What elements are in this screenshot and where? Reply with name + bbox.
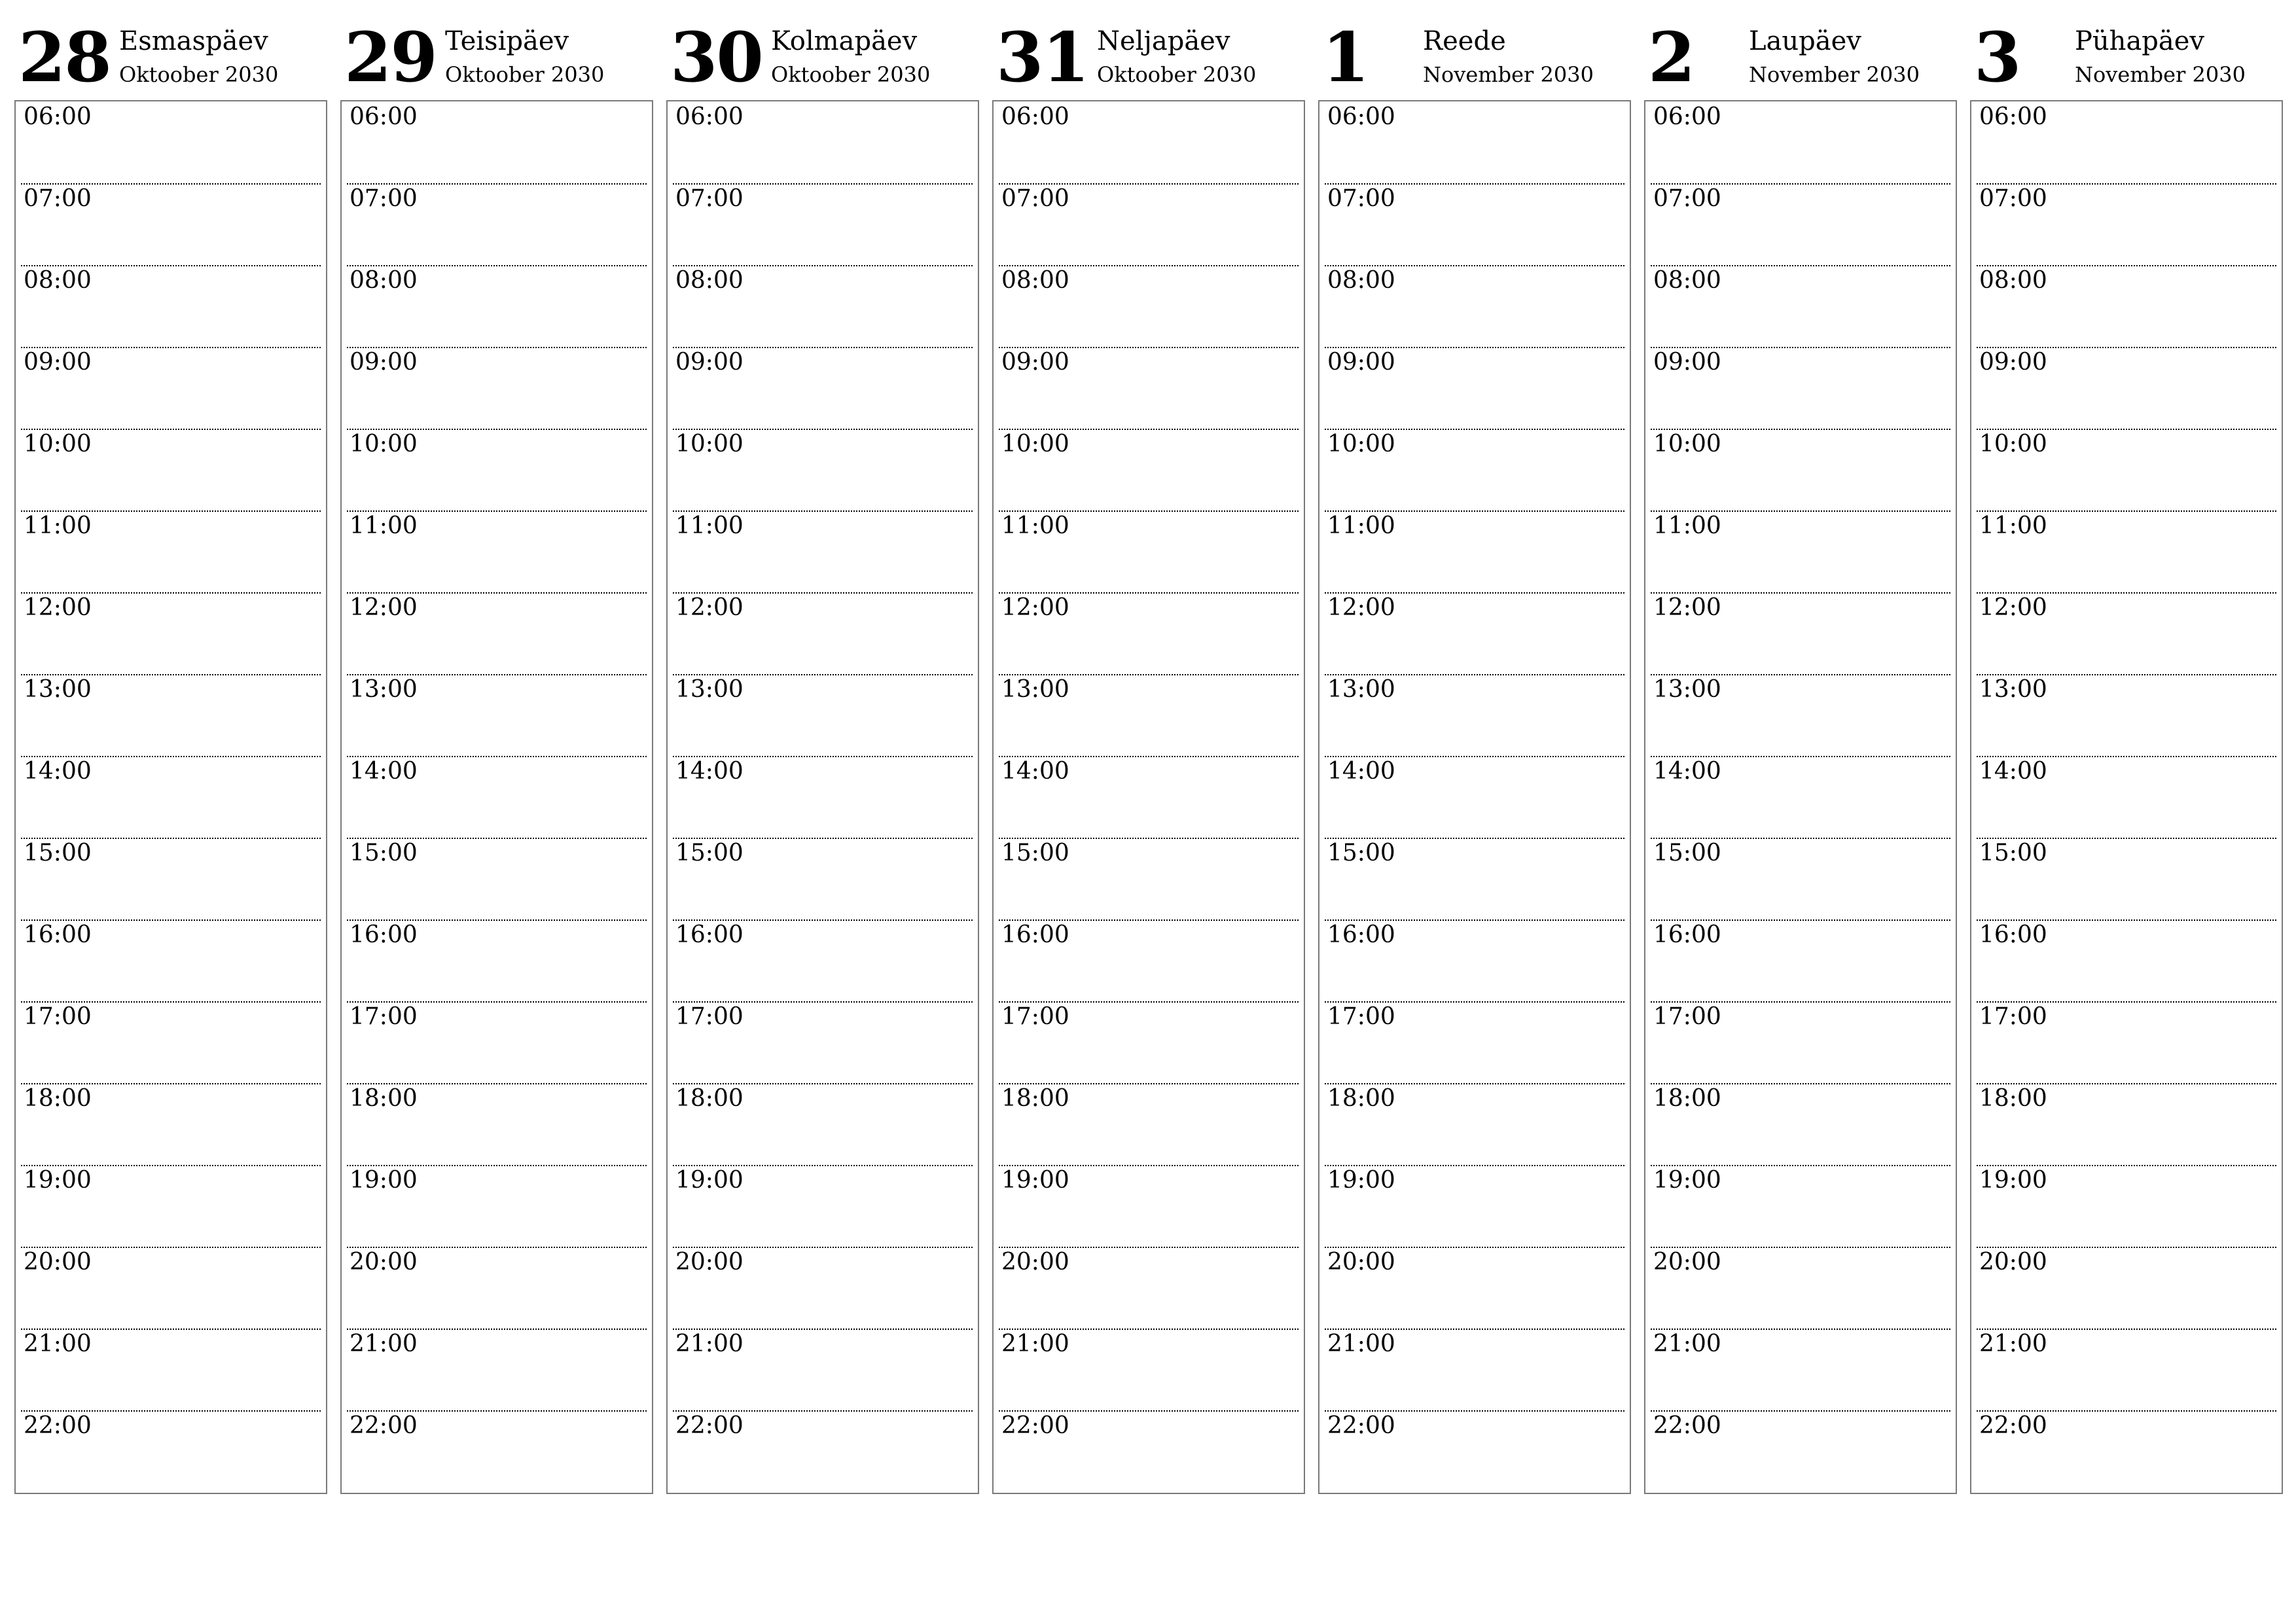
- time-slot: [999, 838, 1299, 921]
- day-name: Teisipäev: [445, 26, 569, 56]
- time-slot: [1977, 919, 2276, 1003]
- time-label: 20:00: [1001, 1249, 1069, 1275]
- time-slot: [1977, 429, 2276, 512]
- time-slot: [1651, 183, 1950, 266]
- time-slot: [999, 510, 1299, 594]
- time-slot: [21, 1410, 321, 1492]
- time-label: 12:00: [1001, 594, 1069, 621]
- time-slot: [673, 183, 973, 266]
- day-header: [1970, 0, 2283, 99]
- time-slot: [347, 1001, 647, 1084]
- time-slot: [999, 101, 1299, 185]
- time-slots: [1644, 100, 1957, 1494]
- time-slot: [1651, 1001, 1950, 1084]
- time-slot: [1325, 1165, 1624, 1248]
- time-label: 22:00: [1001, 1412, 1069, 1439]
- time-slot: [1651, 838, 1950, 921]
- time-label: 20:00: [675, 1249, 744, 1275]
- time-slot: [673, 756, 973, 839]
- time-slot: [1325, 510, 1624, 594]
- time-slot: [1651, 1329, 1950, 1412]
- day-column-6: [1644, 0, 1957, 1499]
- time-label: 06:00: [24, 103, 92, 130]
- time-slot: [999, 1165, 1299, 1248]
- time-label: 21:00: [1001, 1330, 1069, 1357]
- time-slot: [1325, 265, 1624, 348]
- time-label: 08:00: [350, 267, 418, 294]
- time-slot: [21, 429, 321, 512]
- time-label: 20:00: [24, 1249, 92, 1275]
- time-label: 18:00: [675, 1085, 744, 1112]
- time-label: 11:00: [350, 512, 418, 539]
- time-label: 18:00: [1001, 1085, 1069, 1112]
- time-label: 19:00: [675, 1167, 744, 1194]
- time-slot: [673, 510, 973, 594]
- time-slot: [999, 674, 1299, 757]
- time-slot: [1651, 429, 1950, 512]
- time-label: 10:00: [1001, 431, 1069, 457]
- time-label: 21:00: [350, 1330, 418, 1357]
- time-label: 07:00: [1327, 185, 1395, 212]
- time-label: 11:00: [1979, 512, 2047, 539]
- time-label: 10:00: [350, 431, 418, 457]
- time-label: 18:00: [1979, 1085, 2047, 1112]
- time-label: 19:00: [350, 1167, 418, 1194]
- time-slot: [347, 838, 647, 921]
- time-label: 09:00: [350, 349, 418, 376]
- time-label: 13:00: [1327, 676, 1395, 703]
- day-name: Kolmapäev: [771, 26, 918, 56]
- time-label: 14:00: [1327, 758, 1395, 785]
- day-column-3: [666, 0, 979, 1499]
- day-month: Oktoober 2030: [771, 62, 931, 87]
- time-label: 07:00: [1979, 185, 2047, 212]
- time-slot: [999, 756, 1299, 839]
- time-slot: [21, 510, 321, 594]
- time-slot: [1325, 1329, 1624, 1412]
- time-slot: [1977, 101, 2276, 185]
- time-label: 15:00: [24, 840, 92, 866]
- time-label: 08:00: [24, 267, 92, 294]
- time-label: 18:00: [1327, 1085, 1395, 1112]
- day-month: Oktoober 2030: [119, 62, 279, 87]
- time-slot: [673, 101, 973, 185]
- time-slot: [673, 919, 973, 1003]
- time-slot: [673, 1083, 973, 1166]
- time-slot: [1651, 1410, 1950, 1492]
- time-slot: [999, 347, 1299, 430]
- day-month: November 2030: [1423, 62, 1594, 87]
- time-slot: [21, 347, 321, 430]
- time-label: 18:00: [1653, 1085, 1721, 1112]
- time-slot: [21, 265, 321, 348]
- time-slot: [21, 592, 321, 675]
- time-slot: [999, 1329, 1299, 1412]
- time-label: 21:00: [1653, 1330, 1721, 1357]
- time-slots: [1318, 100, 1631, 1494]
- time-slot: [673, 1247, 973, 1330]
- time-slot: [1651, 265, 1950, 348]
- weekly-planner: [14, 0, 2292, 1623]
- day-month: November 2030: [2075, 62, 2246, 87]
- time-label: 07:00: [24, 185, 92, 212]
- time-slot: [1977, 756, 2276, 839]
- time-label: 06:00: [350, 103, 418, 130]
- time-label: 12:00: [1653, 594, 1721, 621]
- time-label: 21:00: [675, 1330, 744, 1357]
- time-label: 22:00: [1979, 1412, 2047, 1439]
- time-slot: [21, 756, 321, 839]
- time-slot: [1651, 1083, 1950, 1166]
- time-label: 06:00: [1327, 103, 1395, 130]
- time-slot: [1325, 1410, 1624, 1492]
- time-slot: [673, 429, 973, 512]
- day-column-2: [340, 0, 653, 1499]
- time-label: 17:00: [350, 1003, 418, 1030]
- time-label: 15:00: [1327, 840, 1395, 866]
- time-slot: [1977, 1410, 2276, 1492]
- time-label: 11:00: [1001, 512, 1069, 539]
- time-slot: [21, 1329, 321, 1412]
- time-slot: [1325, 919, 1624, 1003]
- time-label: 15:00: [1001, 840, 1069, 866]
- time-slots: [666, 100, 979, 1494]
- time-label: 22:00: [675, 1412, 744, 1439]
- time-label: 19:00: [1001, 1167, 1069, 1194]
- time-slot: [21, 1247, 321, 1330]
- time-slot: [1651, 347, 1950, 430]
- time-slot: [1651, 1165, 1950, 1248]
- time-slot: [999, 183, 1299, 266]
- day-column-7: [1970, 0, 2283, 1499]
- time-slot: [347, 1083, 647, 1166]
- day-name: Esmaspäev: [119, 26, 268, 56]
- day-number: 1: [1322, 17, 1369, 98]
- time-slot: [1325, 1001, 1624, 1084]
- time-label: 10:00: [24, 431, 92, 457]
- time-label: 08:00: [1001, 267, 1069, 294]
- time-label: 19:00: [1979, 1167, 2047, 1194]
- day-header: [14, 0, 327, 99]
- time-slot: [1325, 183, 1624, 266]
- time-slot: [1977, 674, 2276, 757]
- time-label: 13:00: [1653, 676, 1721, 703]
- time-slot: [1977, 1329, 2276, 1412]
- time-slot: [999, 1083, 1299, 1166]
- time-slot: [999, 919, 1299, 1003]
- day-column-4: [992, 0, 1305, 1499]
- time-slot: [21, 674, 321, 757]
- time-label: 09:00: [1979, 349, 2047, 376]
- time-slot: [1651, 1247, 1950, 1330]
- time-label: 20:00: [350, 1249, 418, 1275]
- time-slot: [673, 1001, 973, 1084]
- time-slot: [673, 347, 973, 430]
- time-slot: [1651, 756, 1950, 839]
- time-slots: [992, 100, 1305, 1494]
- time-label: 14:00: [1653, 758, 1721, 785]
- time-label: 22:00: [1653, 1412, 1721, 1439]
- time-slot: [347, 1165, 647, 1248]
- time-slot: [1325, 347, 1624, 430]
- time-slot: [347, 1247, 647, 1330]
- time-slot: [1325, 756, 1624, 839]
- time-label: 16:00: [350, 921, 418, 948]
- time-label: 06:00: [1001, 103, 1069, 130]
- time-slot: [347, 101, 647, 185]
- time-label: 06:00: [675, 103, 744, 130]
- time-slot: [673, 838, 973, 921]
- time-label: 14:00: [1001, 758, 1069, 785]
- time-slot: [999, 429, 1299, 512]
- time-slot: [999, 265, 1299, 348]
- time-slot: [21, 101, 321, 185]
- time-slot: [673, 674, 973, 757]
- time-label: 13:00: [1979, 676, 2047, 703]
- time-slot: [1651, 674, 1950, 757]
- time-slot: [1325, 1247, 1624, 1330]
- time-label: 16:00: [1001, 921, 1069, 948]
- time-slot: [1651, 919, 1950, 1003]
- time-label: 20:00: [1979, 1249, 2047, 1275]
- time-slot: [1977, 183, 2276, 266]
- time-slot: [673, 265, 973, 348]
- time-slot: [347, 592, 647, 675]
- day-column-1: [14, 0, 327, 1499]
- time-label: 14:00: [24, 758, 92, 785]
- time-label: 15:00: [1979, 840, 2047, 866]
- time-label: 21:00: [1327, 1330, 1395, 1357]
- time-slot: [21, 919, 321, 1003]
- day-header: [1644, 0, 1957, 99]
- time-slot: [1977, 838, 2276, 921]
- day-column-5: [1318, 0, 1631, 1499]
- time-label: 22:00: [350, 1412, 418, 1439]
- time-label: 06:00: [1653, 103, 1721, 130]
- time-label: 14:00: [350, 758, 418, 785]
- time-label: 11:00: [675, 512, 744, 539]
- time-slot: [999, 592, 1299, 675]
- time-label: 07:00: [675, 185, 744, 212]
- day-month: Oktoober 2030: [1097, 62, 1257, 87]
- time-label: 17:00: [1653, 1003, 1721, 1030]
- time-label: 14:00: [1979, 758, 2047, 785]
- time-label: 16:00: [675, 921, 744, 948]
- time-slots: [340, 100, 653, 1494]
- day-name: Pühapäev: [2075, 26, 2205, 56]
- time-label: 13:00: [24, 676, 92, 703]
- time-label: 12:00: [350, 594, 418, 621]
- time-label: 08:00: [1653, 267, 1721, 294]
- time-label: 12:00: [1327, 594, 1395, 621]
- time-label: 10:00: [1327, 431, 1395, 457]
- time-slot: [347, 183, 647, 266]
- day-number: 30: [670, 17, 762, 98]
- time-label: 10:00: [675, 431, 744, 457]
- time-label: 13:00: [1001, 676, 1069, 703]
- time-label: 09:00: [24, 349, 92, 376]
- time-label: 22:00: [24, 1412, 92, 1439]
- time-label: 09:00: [1327, 349, 1395, 376]
- time-slot: [1977, 347, 2276, 430]
- time-slot: [1977, 1247, 2276, 1330]
- time-label: 11:00: [1327, 512, 1395, 539]
- time-label: 08:00: [1979, 267, 2047, 294]
- day-name: Neljapäev: [1097, 26, 1230, 56]
- day-month: November 2030: [1749, 62, 1920, 87]
- time-label: 16:00: [1327, 921, 1395, 948]
- time-slot: [347, 1410, 647, 1492]
- time-label: 12:00: [1979, 594, 2047, 621]
- day-header: [340, 0, 653, 99]
- time-label: 08:00: [675, 267, 744, 294]
- time-slot: [1977, 265, 2276, 348]
- time-slot: [21, 183, 321, 266]
- time-label: 19:00: [24, 1167, 92, 1194]
- day-header: [666, 0, 979, 99]
- time-slot: [347, 347, 647, 430]
- time-slot: [673, 1410, 973, 1492]
- time-label: 17:00: [24, 1003, 92, 1030]
- time-label: 11:00: [24, 512, 92, 539]
- time-label: 08:00: [1327, 267, 1395, 294]
- time-label: 09:00: [675, 349, 744, 376]
- time-label: 06:00: [1979, 103, 2047, 130]
- time-label: 09:00: [1001, 349, 1069, 376]
- time-label: 15:00: [1653, 840, 1721, 866]
- time-slot: [1325, 101, 1624, 185]
- time-label: 07:00: [1001, 185, 1069, 212]
- day-name: Reede: [1423, 26, 1506, 56]
- time-label: 10:00: [1653, 431, 1721, 457]
- time-label: 15:00: [350, 840, 418, 866]
- day-number: 31: [996, 17, 1088, 98]
- day-header: [1318, 0, 1631, 99]
- time-label: 21:00: [24, 1330, 92, 1357]
- day-number: 2: [1648, 17, 1695, 98]
- time-label: 10:00: [1979, 431, 2047, 457]
- day-number: 29: [344, 17, 437, 98]
- time-label: 16:00: [24, 921, 92, 948]
- time-label: 17:00: [675, 1003, 744, 1030]
- time-label: 07:00: [350, 185, 418, 212]
- time-slot: [347, 756, 647, 839]
- time-slot: [347, 429, 647, 512]
- time-slot: [673, 1329, 973, 1412]
- time-slot: [999, 1001, 1299, 1084]
- time-slot: [673, 592, 973, 675]
- time-slot: [1651, 510, 1950, 594]
- time-slot: [21, 1083, 321, 1166]
- time-label: 16:00: [1979, 921, 2047, 948]
- time-slot: [1325, 429, 1624, 512]
- time-slot: [1977, 592, 2276, 675]
- time-label: 15:00: [675, 840, 744, 866]
- time-slots: [14, 100, 327, 1494]
- time-slot: [1325, 674, 1624, 757]
- time-slot: [1325, 838, 1624, 921]
- day-header: [992, 0, 1305, 99]
- time-label: 19:00: [1653, 1167, 1721, 1194]
- time-slots: [1970, 100, 2283, 1494]
- time-slot: [1651, 101, 1950, 185]
- time-slot: [347, 265, 647, 348]
- time-slot: [347, 1329, 647, 1412]
- time-slot: [1651, 592, 1950, 675]
- time-slot: [1977, 1001, 2276, 1084]
- time-slot: [1977, 1083, 2276, 1166]
- time-label: 21:00: [1979, 1330, 2047, 1357]
- time-label: 18:00: [24, 1085, 92, 1112]
- time-slot: [347, 510, 647, 594]
- time-slot: [999, 1247, 1299, 1330]
- time-slot: [999, 1410, 1299, 1492]
- day-name: Laupäev: [1749, 26, 1861, 56]
- time-label: 19:00: [1327, 1167, 1395, 1194]
- time-slot: [21, 1001, 321, 1084]
- time-label: 22:00: [1327, 1412, 1395, 1439]
- time-label: 17:00: [1001, 1003, 1069, 1030]
- time-label: 12:00: [675, 594, 744, 621]
- time-label: 18:00: [350, 1085, 418, 1112]
- time-label: 11:00: [1653, 512, 1721, 539]
- time-label: 07:00: [1653, 185, 1721, 212]
- day-number: 28: [18, 17, 111, 98]
- time-slot: [1325, 1083, 1624, 1166]
- time-slot: [347, 919, 647, 1003]
- time-label: 20:00: [1327, 1249, 1395, 1275]
- time-label: 13:00: [350, 676, 418, 703]
- time-label: 12:00: [24, 594, 92, 621]
- time-label: 20:00: [1653, 1249, 1721, 1275]
- time-slot: [347, 674, 647, 757]
- time-slot: [673, 1165, 973, 1248]
- day-month: Oktoober 2030: [445, 62, 605, 87]
- time-label: 16:00: [1653, 921, 1721, 948]
- time-slot: [1325, 592, 1624, 675]
- time-label: 09:00: [1653, 349, 1721, 376]
- day-number: 3: [1974, 17, 2020, 98]
- time-label: 17:00: [1327, 1003, 1395, 1030]
- time-slot: [21, 838, 321, 921]
- time-label: 13:00: [675, 676, 744, 703]
- time-label: 17:00: [1979, 1003, 2047, 1030]
- time-label: 14:00: [675, 758, 744, 785]
- time-slot: [21, 1165, 321, 1248]
- time-slot: [1977, 510, 2276, 594]
- time-slot: [1977, 1165, 2276, 1248]
